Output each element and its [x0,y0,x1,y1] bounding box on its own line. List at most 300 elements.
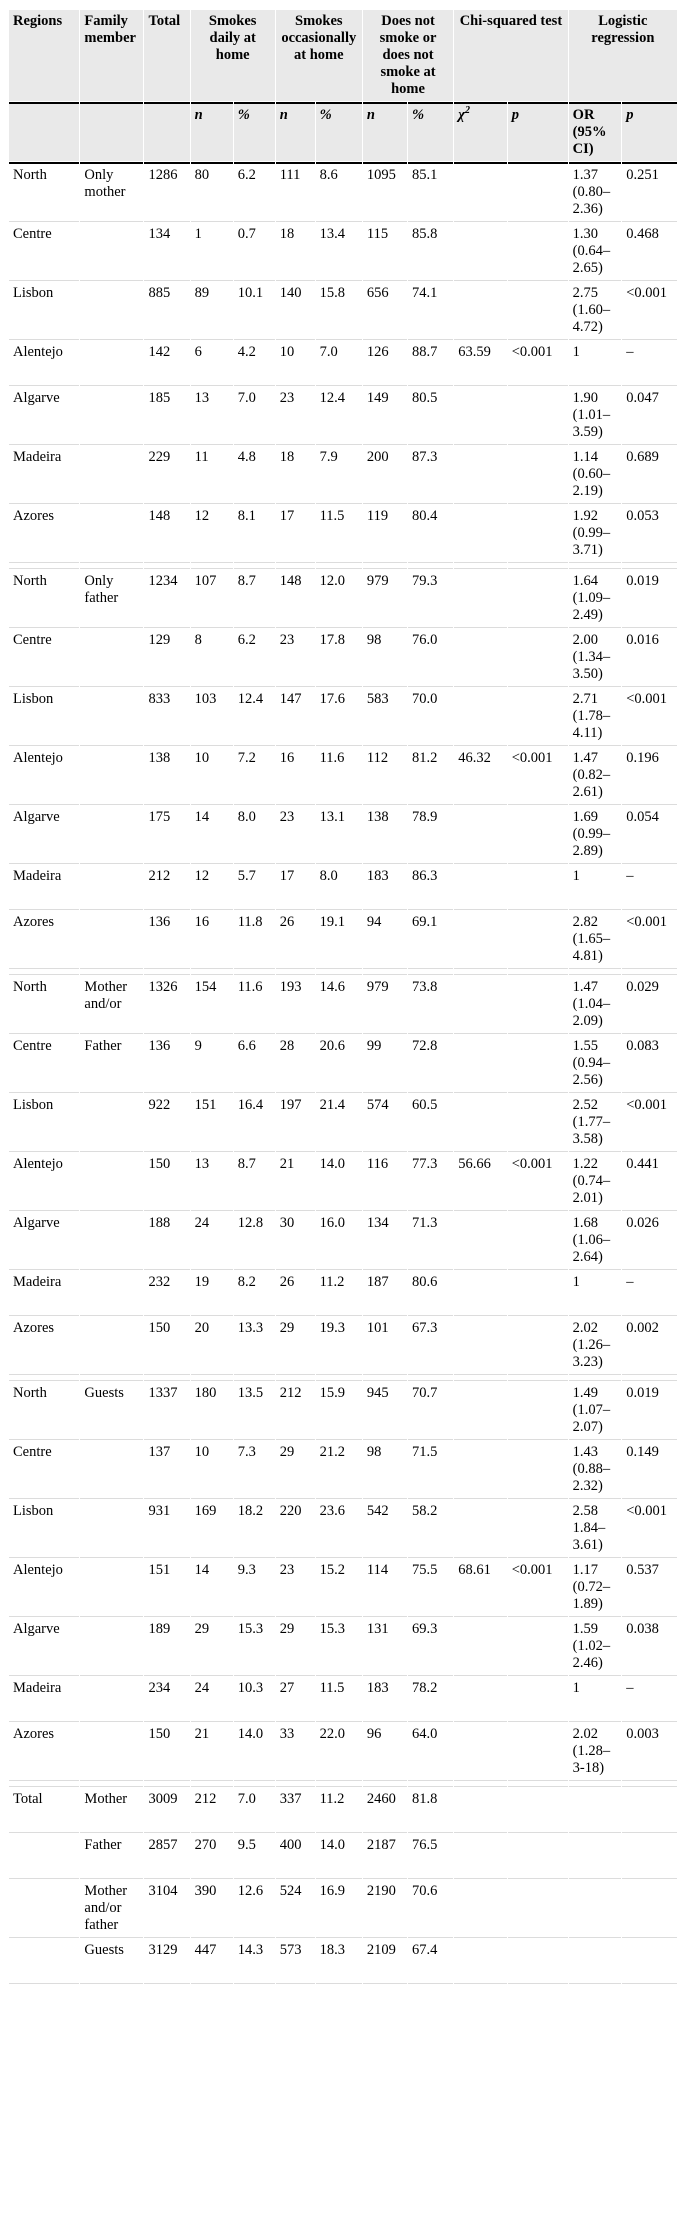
cell-chi-p [508,282,568,340]
cell-daily-pct: 7.2 [234,747,275,805]
cell-chi-squared [454,223,507,281]
separator-cell [454,564,507,569]
table-row [9,1153,677,1211]
cell-region: North [9,1382,79,1440]
cell-region: North [9,162,79,222]
cell-region: North [9,976,79,1034]
cell-family-member [80,747,143,805]
cell-nonsmoke-n: 979 [363,976,407,1034]
cell-occasional-pct: 15.3 [316,1618,362,1676]
cell-odds-ratio: 1.68 (1.06–2.64) [569,1212,622,1270]
cell-family-member [80,1212,143,1270]
cell-nonsmoke-pct: 80.4 [408,505,453,563]
cell-daily-pct: 15.3 [234,1618,275,1676]
cell-odds-ratio: 1.17 (0.72–1.89) [569,1559,622,1617]
cell-chi-squared [454,1035,507,1093]
table-row [9,1880,677,1938]
cell-logistic-p: 0.019 [622,570,677,628]
cell-odds-ratio: 2.71 (1.78–4.11) [569,688,622,746]
cell-daily-pct: 4.2 [234,341,275,386]
group-separator [9,1782,677,1787]
cell-daily-n: 270 [191,1834,233,1879]
cell-chi-p [508,1094,568,1152]
cell-chi-squared: 68.61 [454,1559,507,1617]
cell-nonsmoke-pct: 69.3 [408,1618,453,1676]
cell-nonsmoke-pct: 75.5 [408,1559,453,1617]
cell-occasional-n: 33 [276,1723,315,1781]
cell-nonsmoke-n: 583 [363,688,407,746]
cell-total: 1337 [144,1382,189,1440]
cell-chi-p [508,1939,568,1984]
cell-nonsmoke-pct: 73.8 [408,976,453,1034]
cell-chi-squared [454,806,507,864]
header-nonsmoke-pct: % [408,102,453,161]
cell-occasional-n: 524 [276,1880,315,1938]
cell-region: Azores [9,911,79,969]
cell-chi-squared [454,1382,507,1440]
cell-nonsmoke-n: 187 [363,1271,407,1316]
header-family-member: Family member [80,10,143,101]
cell-occasional-pct: 12.0 [316,570,362,628]
cell-daily-pct: 5.7 [234,865,275,910]
cell-occasional-n: 148 [276,570,315,628]
cell-daily-pct: 8.7 [234,570,275,628]
cell-family-member [80,223,143,281]
cell-region: Alentejo [9,1559,79,1617]
cell-daily-n: 14 [191,806,233,864]
cell-occasional-n: 193 [276,976,315,1034]
table-row [9,688,677,746]
cell-chi-p [508,1880,568,1938]
separator-cell [191,1376,233,1381]
cell-family-member [80,1559,143,1617]
separator-cell [144,1782,189,1787]
cell-chi-p [508,1271,568,1316]
cell-daily-n: 169 [191,1500,233,1558]
cell-occasional-n: 18 [276,223,315,281]
cell-logistic-p: 0.016 [622,629,677,687]
cell-occasional-pct: 14.6 [316,976,362,1034]
cell-region: Lisbon [9,1500,79,1558]
cell-total: 136 [144,911,189,969]
cell-total: 151 [144,1559,189,1617]
separator-cell [234,1782,275,1787]
cell-chi-p [508,688,568,746]
cell-family-member: Only mother [80,162,143,222]
cell-total: 3009 [144,1788,189,1833]
cell-region: Alentejo [9,747,79,805]
cell-total: 931 [144,1500,189,1558]
header-smokes-daily: Smokes daily at home [191,10,275,101]
cell-nonsmoke-n: 99 [363,1035,407,1093]
cell-odds-ratio [569,1834,622,1879]
cell-nonsmoke-n: 2460 [363,1788,407,1833]
table-row [9,341,677,386]
cell-daily-n: 21 [191,1723,233,1781]
cell-total: 1234 [144,570,189,628]
cell-region: Total [9,1788,79,1833]
cell-chi-p [508,162,568,222]
cell-region: Madeira [9,446,79,504]
cell-family-member [80,911,143,969]
cell-total: 150 [144,1153,189,1211]
cell-nonsmoke-n: 1095 [363,162,407,222]
cell-family-member [80,1153,143,1211]
cell-region: Azores [9,1317,79,1375]
cell-nonsmoke-n: 945 [363,1382,407,1440]
cell-region: Centre [9,629,79,687]
table-row [9,1677,677,1722]
cell-occasional-n: 27 [276,1677,315,1722]
cell-chi-squared [454,162,507,222]
table-row [9,387,677,445]
cell-nonsmoke-pct: 78.2 [408,1677,453,1722]
cell-daily-n: 1 [191,223,233,281]
cell-total: 2857 [144,1834,189,1879]
cell-odds-ratio: 1.55 (0.94–2.56) [569,1035,622,1093]
cell-odds-ratio: 1.49 (1.07–2.07) [569,1382,622,1440]
separator-cell [80,1782,143,1787]
cell-total: 922 [144,1094,189,1152]
cell-daily-pct: 7.0 [234,1788,275,1833]
cell-logistic-p: 0.029 [622,976,677,1034]
cell-occasional-n: 140 [276,282,315,340]
cell-daily-pct: 4.8 [234,446,275,504]
separator-cell [622,970,677,975]
cell-occasional-n: 212 [276,1382,315,1440]
separator-cell [234,1376,275,1381]
cell-family-member: Only father [80,570,143,628]
table-row [9,976,677,1034]
cell-logistic-p: 0.038 [622,1618,677,1676]
cell-nonsmoke-pct: 70.0 [408,688,453,746]
cell-nonsmoke-pct: 58.2 [408,1500,453,1558]
separator-cell [363,970,407,975]
cell-total: 212 [144,865,189,910]
cell-daily-n: 10 [191,747,233,805]
cell-occasional-pct: 11.5 [316,1677,362,1722]
cell-daily-pct: 6.2 [234,629,275,687]
cell-logistic-p: 0.468 [622,223,677,281]
cell-chi-p: <0.001 [508,1153,568,1211]
cell-family-member [80,865,143,910]
cell-nonsmoke-n: 98 [363,629,407,687]
cell-odds-ratio: 1.43 (0.88–2.32) [569,1441,622,1499]
cell-logistic-p: – [622,1271,677,1316]
cell-odds-ratio: 1.90 (1.01–3.59) [569,387,622,445]
cell-logistic-p: 0.026 [622,1212,677,1270]
cell-nonsmoke-n: 115 [363,223,407,281]
cell-daily-pct: 11.8 [234,911,275,969]
cell-family-member: Mother and/or [80,976,143,1034]
separator-cell [80,970,143,975]
cell-chi-squared [454,1212,507,1270]
cell-daily-n: 9 [191,1035,233,1093]
cell-nonsmoke-n: 2109 [363,1939,407,1984]
cell-daily-n: 6 [191,341,233,386]
cell-occasional-pct: 11.5 [316,505,362,563]
table-row [9,505,677,563]
cell-region: Centre [9,223,79,281]
separator-cell [276,970,315,975]
cell-nonsmoke-n: 183 [363,1677,407,1722]
cell-nonsmoke-pct: 88.7 [408,341,453,386]
separator-cell [508,564,568,569]
cell-odds-ratio: 2.58 1.84–3.61) [569,1500,622,1558]
cell-occasional-n: 26 [276,1271,315,1316]
chi-symbol: χ [458,107,465,123]
cell-daily-pct: 8.2 [234,1271,275,1316]
cell-total: 234 [144,1677,189,1722]
cell-chi-squared [454,1788,507,1833]
cell-daily-pct: 9.5 [234,1834,275,1879]
cell-nonsmoke-pct: 71.5 [408,1441,453,1499]
cell-chi-squared [454,629,507,687]
cell-total: 142 [144,341,189,386]
separator-cell [234,970,275,975]
cell-odds-ratio: 1.47 (0.82–2.61) [569,747,622,805]
cell-odds-ratio [569,1788,622,1833]
cell-logistic-p: 0.196 [622,747,677,805]
cell-nonsmoke-pct: 80.6 [408,1271,453,1316]
separator-cell [191,1782,233,1787]
cell-total: 1326 [144,976,189,1034]
cell-odds-ratio: 2.52 (1.77–3.58) [569,1094,622,1152]
cell-occasional-pct: 11.2 [316,1788,362,1833]
cell-chi-squared [454,1441,507,1499]
cell-nonsmoke-pct: 85.8 [408,223,453,281]
separator-cell [569,564,622,569]
cell-occasional-pct: 11.6 [316,747,362,805]
cell-nonsmoke-pct: 76.0 [408,629,453,687]
cell-total: 150 [144,1723,189,1781]
header-chi-value [454,102,507,161]
cell-nonsmoke-n: 114 [363,1559,407,1617]
cell-family-member [80,688,143,746]
cell-daily-n: 151 [191,1094,233,1152]
cell-nonsmoke-pct: 81.2 [408,747,453,805]
cell-nonsmoke-n: 131 [363,1618,407,1676]
cell-nonsmoke-n: 138 [363,806,407,864]
cell-occasional-n: 400 [276,1834,315,1879]
cell-daily-pct: 6.2 [234,162,275,222]
cell-nonsmoke-n: 574 [363,1094,407,1152]
cell-total: 136 [144,1035,189,1093]
cell-logistic-p [622,1834,677,1879]
cell-daily-pct: 11.6 [234,976,275,1034]
table-row [9,1212,677,1270]
cell-chi-squared [454,1834,507,1879]
cell-daily-n: 80 [191,162,233,222]
cell-logistic-p: 0.053 [622,505,677,563]
cell-daily-pct: 14.0 [234,1723,275,1781]
separator-cell [508,1376,568,1381]
table-row [9,162,677,222]
cell-daily-n: 12 [191,865,233,910]
cell-chi-squared: 63.59 [454,341,507,386]
cell-family-member [80,1723,143,1781]
cell-odds-ratio: 2.02 (1.26–3.23) [569,1317,622,1375]
cell-total: 3104 [144,1880,189,1938]
cell-nonsmoke-pct: 78.9 [408,806,453,864]
separator-cell [363,564,407,569]
cell-occasional-pct: 21.4 [316,1094,362,1152]
cell-region [9,1834,79,1879]
header-daily-pct: % [234,102,275,161]
cell-chi-squared [454,1317,507,1375]
cell-occasional-pct: 7.9 [316,446,362,504]
separator-cell [454,970,507,975]
cell-odds-ratio: 2.82 (1.65–4.81) [569,911,622,969]
cell-daily-pct: 12.6 [234,1880,275,1938]
cell-logistic-p: <0.001 [622,1094,677,1152]
separator-cell [569,1782,622,1787]
cell-daily-pct: 9.3 [234,1559,275,1617]
cell-daily-pct: 12.8 [234,1212,275,1270]
table-row [9,747,677,805]
cell-occasional-pct: 13.1 [316,806,362,864]
cell-daily-n: 24 [191,1677,233,1722]
cell-occasional-n: 337 [276,1788,315,1833]
cell-chi-squared [454,688,507,746]
table-row [9,1559,677,1617]
cell-occasional-pct: 15.2 [316,1559,362,1617]
separator-cell [144,564,189,569]
table-row [9,806,677,864]
cell-daily-n: 103 [191,688,233,746]
cell-nonsmoke-pct: 77.3 [408,1153,453,1211]
cell-logistic-p: 0.054 [622,806,677,864]
cell-nonsmoke-pct: 71.3 [408,1212,453,1270]
cell-daily-n: 20 [191,1317,233,1375]
cell-logistic-p: <0.001 [622,1500,677,1558]
cell-region: Madeira [9,865,79,910]
cell-occasional-n: 10 [276,341,315,386]
cell-total: 188 [144,1212,189,1270]
separator-cell [144,970,189,975]
cell-nonsmoke-pct: 64.0 [408,1723,453,1781]
cell-daily-pct: 18.2 [234,1500,275,1558]
cell-family-member [80,1094,143,1152]
cell-family-member: Father [80,1035,143,1093]
cell-daily-n: 19 [191,1271,233,1316]
header-row-sub [9,102,677,161]
table-row [9,282,677,340]
cell-logistic-p: 0.251 [622,162,677,222]
cell-occasional-n: 23 [276,806,315,864]
cell-nonsmoke-n: 183 [363,865,407,910]
table-row [9,1382,677,1440]
separator-cell [276,564,315,569]
cell-nonsmoke-n: 119 [363,505,407,563]
cell-region: Madeira [9,1271,79,1316]
cell-nonsmoke-pct: 80.5 [408,387,453,445]
cell-occasional-pct: 16.0 [316,1212,362,1270]
cell-odds-ratio [569,1880,622,1938]
cell-total: 3129 [144,1939,189,1984]
cell-region [9,1939,79,1984]
cell-nonsmoke-n: 656 [363,282,407,340]
cell-odds-ratio: 1.14 (0.60–2.19) [569,446,622,504]
cell-daily-n: 390 [191,1880,233,1938]
cell-chi-p [508,505,568,563]
header-does-not-smoke: Does not smoke or does not smoke at home [363,10,453,101]
cell-occasional-pct: 14.0 [316,1153,362,1211]
cell-logistic-p: <0.001 [622,282,677,340]
separator-cell [508,970,568,975]
cell-occasional-pct: 8.6 [316,162,362,222]
chi-superscript: 2 [464,105,470,117]
cell-occasional-pct: 22.0 [316,1723,362,1781]
cell-occasional-n: 16 [276,747,315,805]
cell-chi-squared [454,387,507,445]
header-nonsmoke-n: n [363,102,407,161]
cell-logistic-p: – [622,1677,677,1722]
cell-chi-p [508,1788,568,1833]
separator-cell [316,1782,362,1787]
cell-occasional-n: 18 [276,446,315,504]
cell-occasional-n: 197 [276,1094,315,1152]
cell-logistic-p: 0.537 [622,1559,677,1617]
cell-chi-p [508,1500,568,1558]
cell-occasional-pct: 11.2 [316,1271,362,1316]
cell-daily-n: 12 [191,505,233,563]
cell-occasional-pct: 13.4 [316,223,362,281]
cell-logistic-p: – [622,341,677,386]
cell-nonsmoke-n: 979 [363,570,407,628]
cell-daily-pct: 13.5 [234,1382,275,1440]
cell-chi-p [508,570,568,628]
cell-daily-pct: 8.0 [234,806,275,864]
cell-nonsmoke-n: 2190 [363,1880,407,1938]
cell-total: 150 [144,1317,189,1375]
cell-chi-p [508,806,568,864]
cell-family-member [80,1677,143,1722]
separator-cell [234,564,275,569]
cell-nonsmoke-pct: 85.1 [408,162,453,222]
cell-chi-p [508,911,568,969]
table-row [9,1271,677,1316]
cell-daily-n: 447 [191,1939,233,1984]
cell-nonsmoke-pct: 87.3 [408,446,453,504]
cell-nonsmoke-pct: 74.1 [408,282,453,340]
cell-logistic-p: 0.047 [622,387,677,445]
cell-occasional-pct: 15.8 [316,282,362,340]
cell-nonsmoke-n: 542 [363,1500,407,1558]
cell-family-member [80,341,143,386]
table-row [9,1618,677,1676]
cell-occasional-n: 573 [276,1939,315,1984]
cell-odds-ratio: 1.47 (1.04–2.09) [569,976,622,1034]
cell-daily-pct: 12.4 [234,688,275,746]
cell-chi-p [508,1441,568,1499]
cell-total: 1286 [144,162,189,222]
cell-region: Algarve [9,806,79,864]
table-container [8,0,678,1985]
separator-cell [80,1376,143,1381]
cell-daily-pct: 14.3 [234,1939,275,1984]
cell-chi-squared [454,1500,507,1558]
header-occasional-n: n [276,102,315,161]
cell-chi-p: <0.001 [508,1559,568,1617]
cell-region: Centre [9,1035,79,1093]
cell-family-member: Mother [80,1788,143,1833]
cell-daily-pct: 10.1 [234,282,275,340]
cell-total: 134 [144,223,189,281]
cell-chi-squared [454,282,507,340]
separator-cell [191,564,233,569]
header-occasional-pct: % [316,102,362,161]
